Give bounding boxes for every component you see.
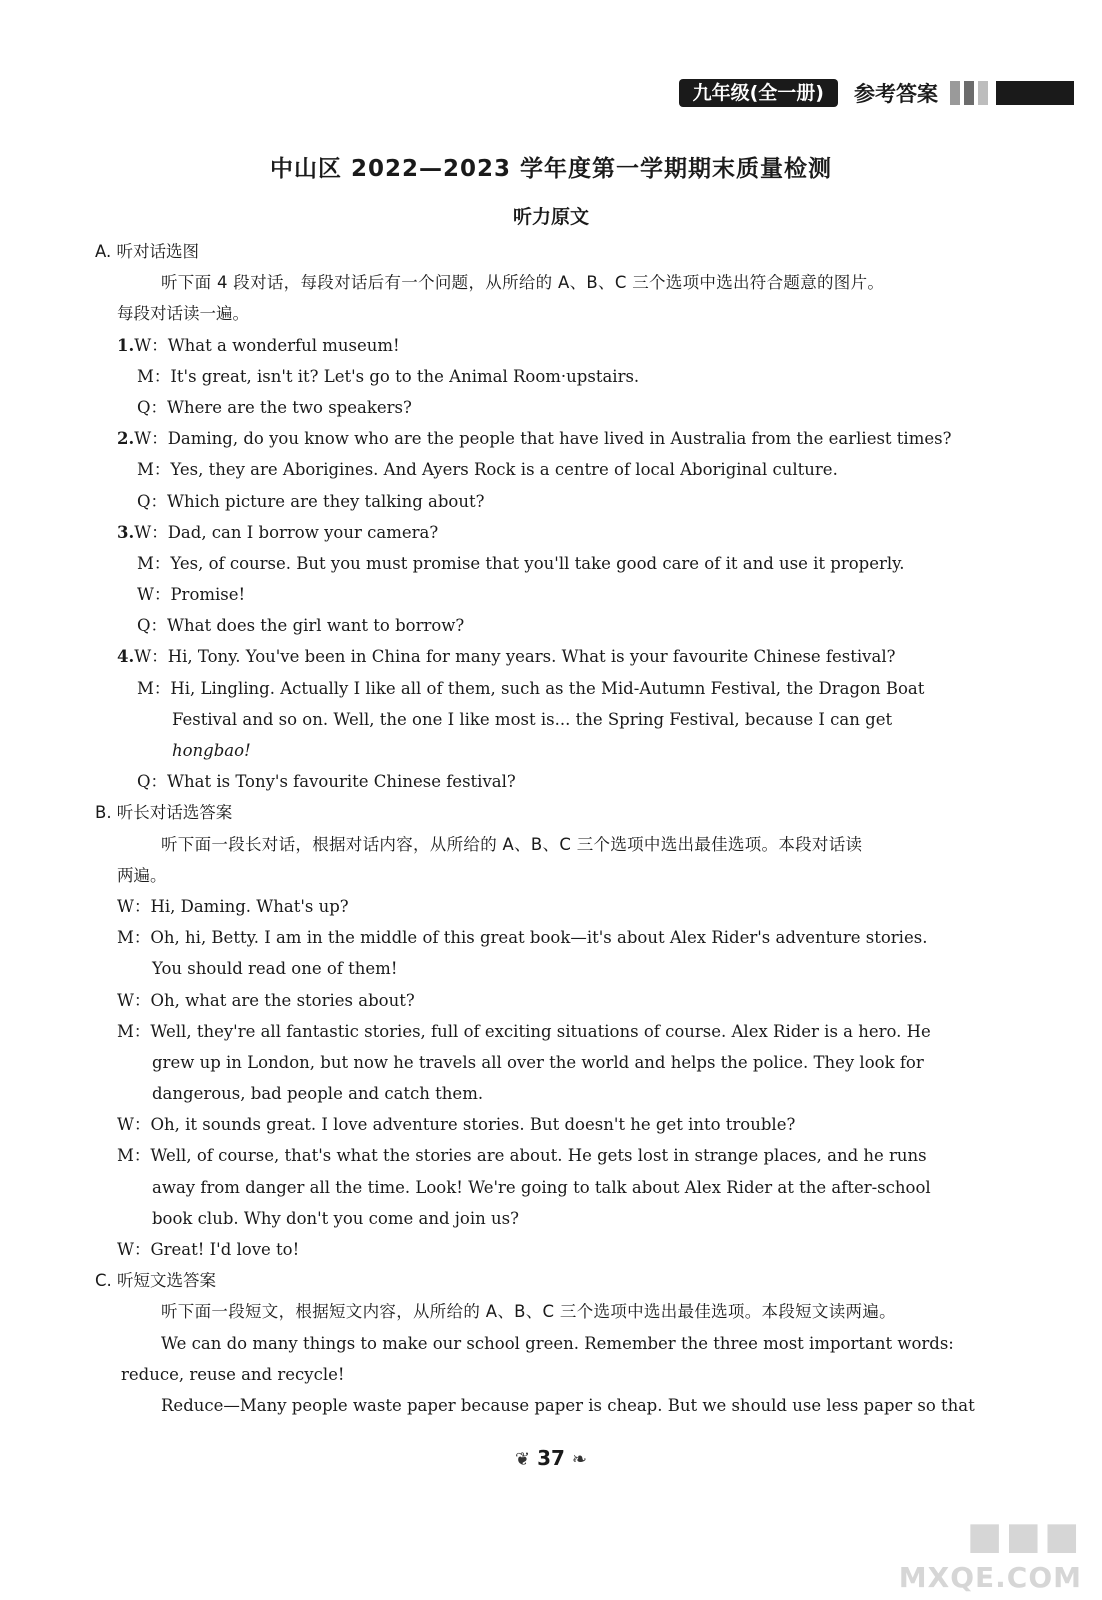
dialogue-3-line-w2: W：Promise! xyxy=(137,585,246,605)
long-dialogue-line: dangerous, bad people and catch them. xyxy=(152,1084,484,1104)
answers-label: 参考答案 xyxy=(854,82,938,106)
passage-paragraph-1-cont: reduce, reuse and recycle! xyxy=(121,1364,345,1384)
page-header xyxy=(679,78,1074,108)
dialogue-4-line-m-end: hongbao! xyxy=(172,741,251,760)
dialogue-4-line-m: M：Hi, Lingling. Actually I like all of them, such as the Mid-Autumn Festival, the Dragon Boat xyxy=(137,678,925,698)
section-a-heading: A. 听对话选图 xyxy=(95,242,199,261)
section-c-heading: C. 听短文选答案 xyxy=(95,1271,217,1291)
header-square-3 xyxy=(978,81,988,105)
long-dialogue-line: W：Hi, Daming. What's up? xyxy=(117,896,349,916)
dialogue-4-line-m-cont: Festival and so on. Well, the one I like most is... the Spring Festival, because I can get xyxy=(172,709,893,729)
long-dialogue-line: M：Oh, hi, Betty. I am in the middle of this great book—it's about Alex Rider's adventure stories. xyxy=(117,928,928,948)
long-dialogue-line: W：Oh, what are the stories about? xyxy=(117,990,415,1010)
dialogue-1-line-m: M：It's great, isn't it? Let's go to the Animal Room·upstairs. xyxy=(137,366,640,386)
leaf-icon: ❧ xyxy=(571,1449,587,1470)
dialogue-3-question: Q：What does the girl want to borrow? xyxy=(137,616,465,636)
watermark xyxy=(899,1510,1082,1594)
long-dialogue-line: W：Great! I'd love to! xyxy=(117,1240,300,1259)
watermark-site: MXQE.COM xyxy=(898,1561,1082,1594)
dialogue-3-line-m: M：Yes, of course. But you must promise that you'll take good care of it and use it properly. xyxy=(137,553,905,573)
leaf-icon: ❦ xyxy=(515,1449,531,1470)
section-a-instruction-cont: 每段对话读一遍。 xyxy=(117,304,249,324)
dialogue-4-line-w: 4.W：Hi, Tony. You've been in China for many years. What is your favourite Chinese festival? xyxy=(117,647,896,667)
long-dialogue-line: away from danger all the time. Look! We're going to talk about Alex Rider at the after-school xyxy=(152,1177,931,1197)
header-square-2 xyxy=(964,81,974,105)
long-dialogue-line: You should read one of them! xyxy=(152,959,398,979)
section-a-instruction: 听下面 4 段对话，每段对话后有一个问题，从所给的 A、B、C 三个选项中选出符合题意的图片。 xyxy=(161,273,885,293)
header-square-1 xyxy=(950,81,960,105)
page-number-value: 37 xyxy=(537,1446,565,1470)
page-subtitle: 听力原文 xyxy=(512,206,589,228)
watermark-logo: ◼◼◼ xyxy=(966,1510,1082,1561)
dialogue-4-question: Q：What is Tony's favourite Chinese festival? xyxy=(137,772,516,792)
listening-transcript xyxy=(95,236,975,1421)
section-b-instruction: 听下面一段长对话，根据对话内容，从所给的 A、B、C 三个选项中选出最佳选项。本段对话读 xyxy=(161,834,863,854)
long-dialogue-line: W：Oh, it sounds great. I love adventure stories. But doesn't he get into trouble? xyxy=(117,1115,796,1135)
long-dialogue-line: book club. Why don't you come and join us? xyxy=(152,1208,519,1228)
long-dialogue-line: M：Well, of course, that's what the stories are about. He gets lost in strange places, and he runs xyxy=(117,1146,927,1166)
page-number xyxy=(0,1446,1102,1470)
long-dialogue-line: grew up in London, but now he travels all over the world and helps the police. They look for xyxy=(152,1052,924,1072)
section-b-instruction-cont: 两遍。 xyxy=(117,865,167,885)
section-b-heading: B. 听长对话选答案 xyxy=(95,803,233,823)
grade-label: 九年级(全一册) xyxy=(679,79,838,107)
dialogue-1-question: Q：Where are the two speakers? xyxy=(137,397,412,417)
dialogue-3-line-w: 3.W：Dad, can I borrow your camera? xyxy=(117,522,439,542)
dialogue-2-question: Q：Which picture are they talking about? xyxy=(137,491,485,511)
long-dialogue-line: M：Well, they're all fantastic stories, full of exciting situations of course. Alex Rider is a hero. He xyxy=(117,1021,931,1041)
page-title: 中山区 2022—2023 学年度第一学期期末质量检测 xyxy=(269,156,833,182)
dialogue-2-line-w: 2.W：Daming, do you know who are the people that have lived in Australia from the earliest times? xyxy=(117,429,952,449)
dialogue-2-line-m: M：Yes, they are Aborigines. And Ayers Rock is a centre of local Aboriginal culture. xyxy=(137,460,838,480)
passage-paragraph-1: We can do many things to make our school green. Remember the three most important words: xyxy=(161,1333,954,1353)
dialogue-1-line-w: 1.W：What a wonderful museum! xyxy=(117,335,400,355)
section-c-instruction: 听下面一段短文，根据短文内容，从所给的 A、B、C 三个选项中选出最佳选项。本段短文读两遍。 xyxy=(161,1302,896,1322)
passage-paragraph-2: Reduce—Many people waste paper because paper is cheap. But we should use less paper so that xyxy=(161,1395,975,1415)
header-bar xyxy=(996,81,1074,105)
